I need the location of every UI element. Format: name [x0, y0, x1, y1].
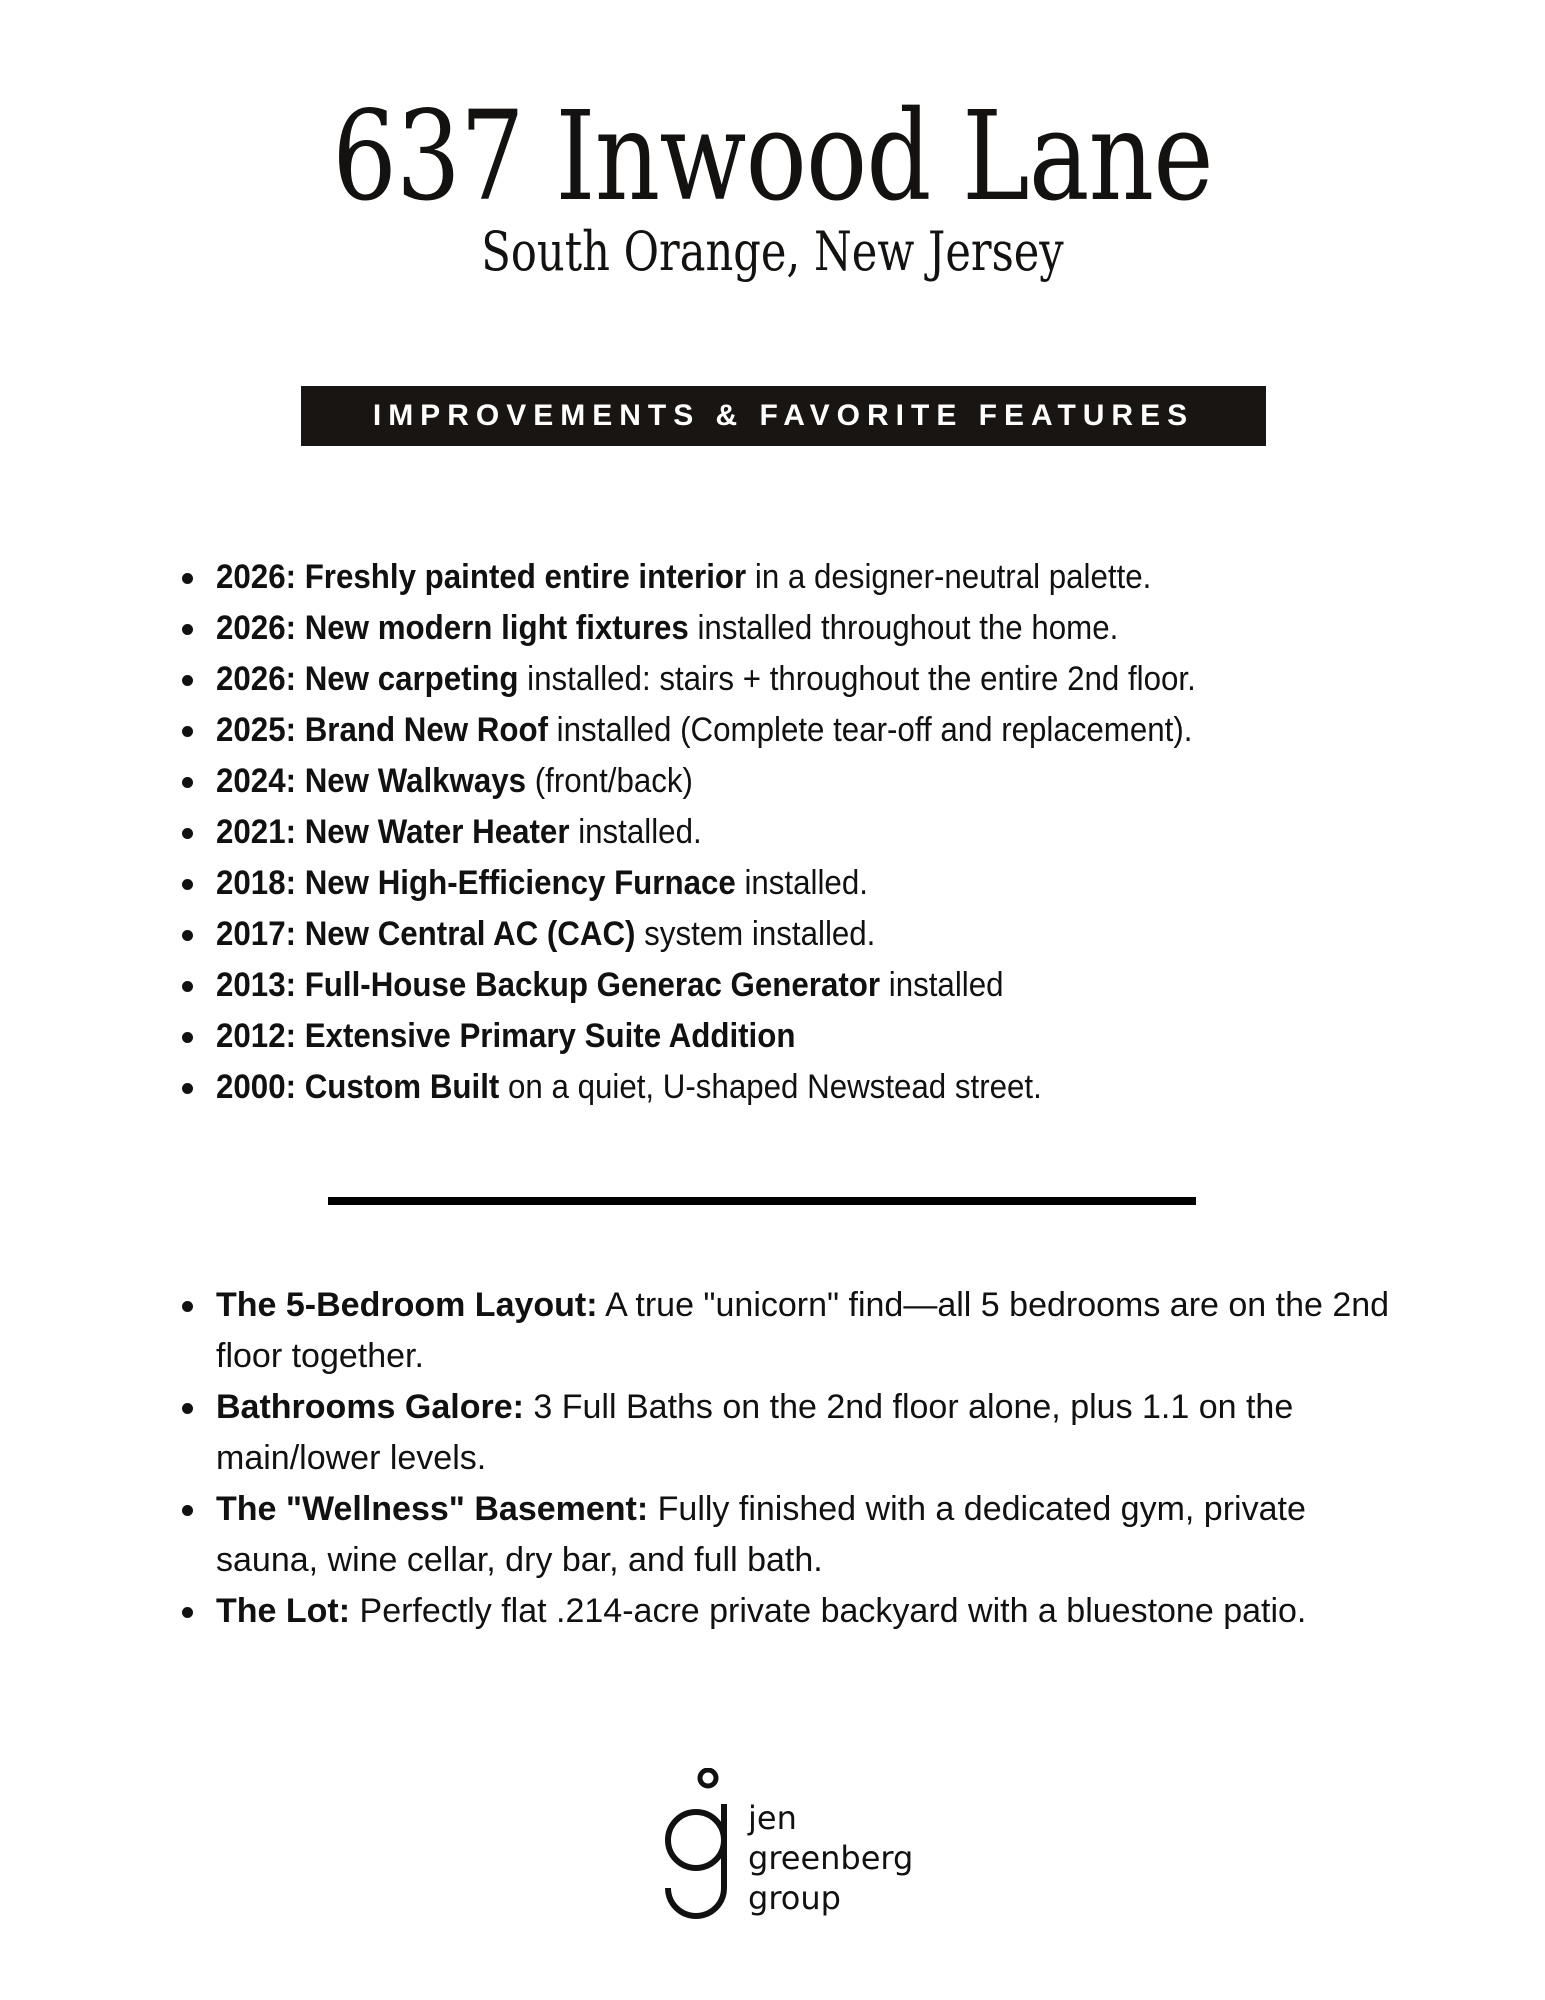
item-heading: The 5-Bedroom Layout:: [216, 1286, 598, 1324]
page-subtitle: South Orange, New Jersey: [481, 220, 1064, 283]
item-heading: Bathrooms Galore:: [216, 1388, 524, 1426]
list-item: [178, 911, 1428, 962]
list-item: [178, 605, 1428, 656]
item-heading: 2026: New modern light fixtures: [216, 609, 689, 647]
item-text: installed.: [735, 864, 868, 902]
logo-line: greenberg: [748, 1839, 914, 1877]
item-heading: 2026: Freshly painted entire interior: [216, 558, 747, 596]
page-title: 637 Inwood Lane: [332, 85, 1213, 229]
list-item: [178, 656, 1428, 707]
item-text: A true "unicorn" find—all 5 bedrooms are on the 2nd floor together.: [216, 1286, 1390, 1375]
logo-line: group: [748, 1879, 841, 1917]
section-divider: [328, 1197, 1196, 1205]
item-text: installed: [880, 966, 1004, 1004]
item-text: system installed.: [635, 915, 876, 953]
item-heading: 2000: Custom Built: [216, 1068, 500, 1106]
item-text: installed throughout the home.: [688, 609, 1119, 647]
item-text: Perfectly flat .214-acre private backyard with a bluestone patio.: [350, 1592, 1307, 1630]
list-item: [178, 962, 1428, 1013]
item-heading: 2024: New Walkways: [216, 762, 527, 800]
list-item: [178, 554, 1428, 605]
item-heading: The Lot:: [216, 1592, 351, 1630]
logo-wordmark: [748, 1798, 913, 1918]
item-heading: 2021: New Water Heater: [216, 813, 570, 851]
item-heading: 2025: Brand New Roof: [216, 711, 548, 749]
logo-dot: [700, 1770, 716, 1786]
item-text: Fully finished with a dedicated gym, private sauna, wine cellar, dry bar, and full bath.: [216, 1490, 1306, 1579]
item-heading: 2018: New High-Efficiency Furnace: [216, 864, 736, 902]
list-item: [178, 1484, 1408, 1586]
list-item: [178, 809, 1428, 860]
item-text: installed (Complete tear-off and replacement).: [547, 711, 1193, 749]
item-text: installed.: [569, 813, 702, 851]
item-text: in a designer-neutral palette.: [746, 558, 1152, 596]
logo-line: jen: [748, 1799, 797, 1837]
item-heading: 2017: New Central AC (CAC): [216, 915, 636, 953]
list-item: [178, 1064, 1428, 1115]
list-item: [178, 758, 1428, 809]
item-text: (front/back): [526, 762, 693, 800]
list-item: [178, 1382, 1408, 1484]
section-banner: [301, 386, 1266, 446]
list-item: [178, 1013, 1428, 1064]
item-heading: 2013: Full-House Backup Generac Generator: [216, 966, 881, 1004]
list-item: [178, 707, 1428, 758]
item-heading: The "Wellness" Basement:: [216, 1490, 649, 1528]
item-heading: 2026: New carpeting: [216, 660, 519, 698]
list-item: [178, 1586, 1408, 1637]
item-heading: 2012: Extensive Primary Suite Addition: [216, 1017, 796, 1055]
list-item: [178, 1280, 1408, 1382]
improvements-list: [178, 554, 1428, 1115]
banner-label: IMPROVEMENTS & FAVORITE FEATURES: [372, 399, 1195, 432]
item-text: installed: stairs + throughout the entire 2nd floor.: [518, 660, 1196, 698]
item-text: 3 Full Baths on the 2nd floor alone, plus 1.1 on the main/lower levels.: [216, 1388, 1294, 1477]
features-list: [178, 1280, 1408, 1637]
list-item: [178, 860, 1428, 911]
item-text: on a quiet, U-shaped Newstead street.: [499, 1068, 1042, 1106]
logo-g-bowl: [668, 1812, 724, 1868]
